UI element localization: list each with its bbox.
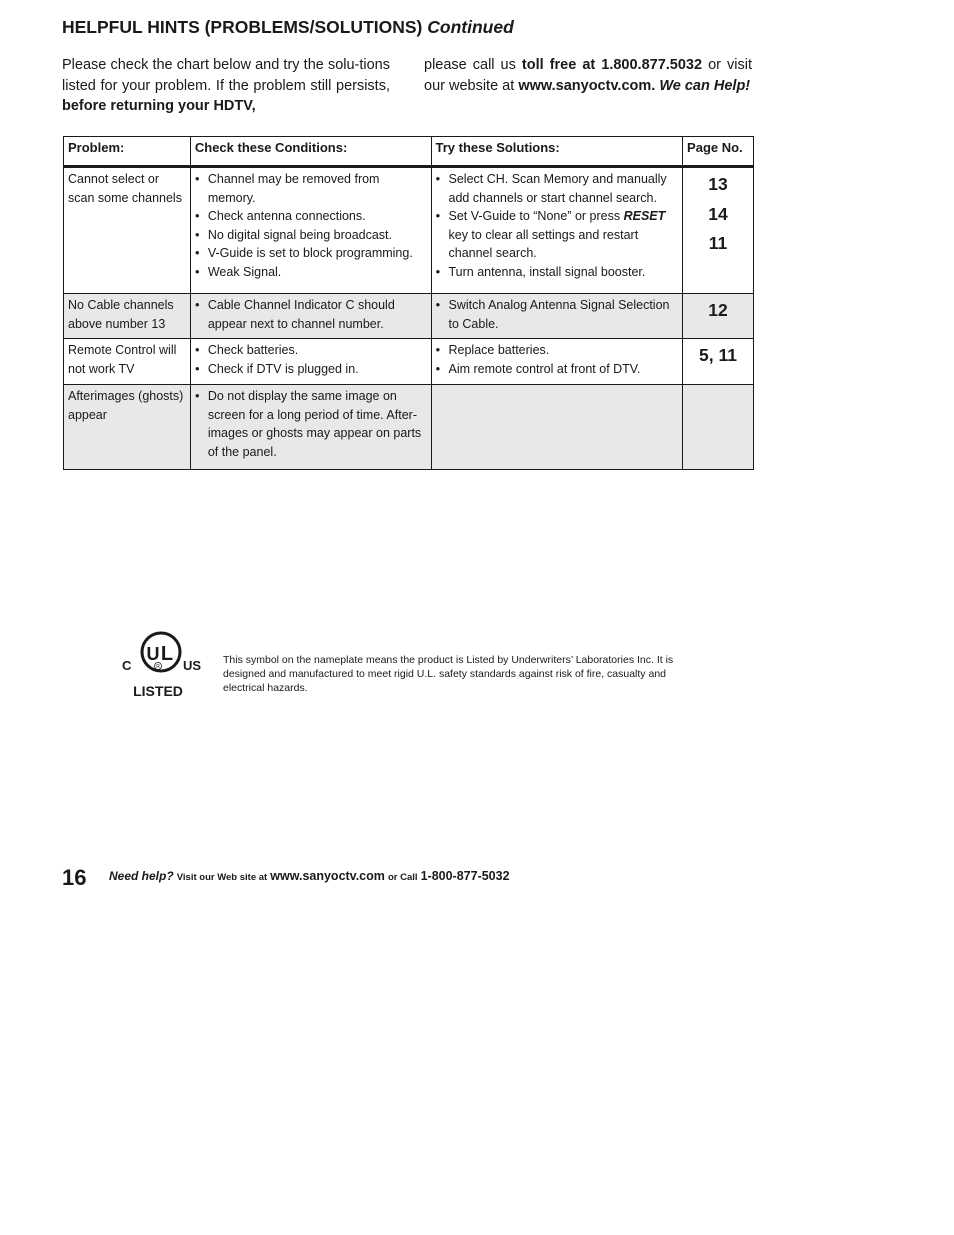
intro-left-plain: Please check the chart below and try the solu-tions listed for your problem. If the problem still persists, <box>62 57 390 94</box>
footer-or-call: or Call <box>387 872 418 883</box>
page-number: 16 <box>62 865 87 890</box>
list-item: ● Aim remote control at front of DTV. <box>436 360 679 379</box>
row-problem: Afterimages (ghosts) appear <box>64 385 191 470</box>
row-pages <box>683 339 754 385</box>
row-problem: No Cable channels above number 13 <box>64 294 191 339</box>
intro-text <box>62 55 752 117</box>
list-item: ● Cable Channel Indicator C should appear next to channel number. <box>195 296 427 333</box>
row-pages <box>683 294 754 339</box>
row-conditions <box>190 294 431 339</box>
table-header-row <box>64 137 754 167</box>
ul-logo-us: US <box>183 658 202 673</box>
page-ref: 14 <box>708 203 728 224</box>
ul-listed-logo-icon <box>120 630 204 700</box>
page-ref: 5, 11 <box>699 345 737 365</box>
list-item: ● Replace batteries. <box>436 341 679 360</box>
page-ref: 13 <box>708 174 728 194</box>
table-row <box>64 167 754 294</box>
hints-table <box>63 136 754 470</box>
list-item: ● Channel may be removed from memory. <box>195 170 427 207</box>
intro-we-can-help: We can Help! <box>659 77 751 94</box>
table-row <box>64 339 754 385</box>
table-row <box>64 294 754 339</box>
page-ref: 12 <box>708 300 728 320</box>
footer-help-line <box>109 869 510 883</box>
row-conditions <box>190 167 431 294</box>
ul-logo-listed: LISTED <box>133 683 183 699</box>
heading-main: HELPFUL HINTS (PROBLEMS/SOLUTIONS) <box>62 17 423 37</box>
solution-text: Set V-Guide to “None” or press <box>448 209 621 223</box>
footer-phone: 1-800-877-5032 <box>420 869 510 883</box>
footer-visit: Visit our Web site at <box>176 872 268 883</box>
row-pages <box>683 167 754 294</box>
ul-logo-c: C <box>122 658 132 673</box>
solution-text: key to clear all settings and restart channel search. <box>448 227 639 260</box>
list-item <box>436 207 679 263</box>
row-problem: Remote Control will not work TV <box>64 339 191 385</box>
list-item: ● Check batteries. <box>195 341 427 360</box>
reset-key-label: RESET <box>623 209 666 223</box>
row-conditions <box>190 385 431 470</box>
intro-phone: toll free at 1.800.877.5032 <box>521 57 703 73</box>
intro-left-bold: before returning your HDTV, <box>62 98 256 114</box>
list-item: ● No digital signal being broadcast. <box>195 226 427 245</box>
intro-right <box>424 55 752 117</box>
ul-logo-registered: R <box>156 664 160 670</box>
row-conditions <box>190 339 431 385</box>
intro-website: www.sanyoctv.com. <box>518 77 656 94</box>
row-problem: Cannot select or scan some channels <box>64 167 191 294</box>
footer-need-help: Need help? <box>109 869 174 883</box>
ul-logo-u: U <box>146 644 160 664</box>
list-item: ● Do not display the same image on screen for a long period of time. After-images or ghosts may appear on parts of the panel. <box>195 387 427 461</box>
list-item: ● V-Guide is set to block programming. <box>195 244 427 263</box>
row-solutions <box>431 167 683 294</box>
ul-logo-l: L <box>160 643 174 665</box>
header-page: Page No. <box>683 137 754 167</box>
list-item: ● Switch Analog Antenna Signal Selection to Cable. <box>436 296 679 333</box>
page-heading <box>62 17 514 38</box>
table-row <box>64 385 754 470</box>
row-solutions <box>431 385 683 470</box>
intro-right-plain-2: or visit our website at <box>424 57 753 94</box>
ul-description: This symbol on the nameplate means the product is Listed by Underwriters’ Laboratories Inc. It is designed and manufactured to meet rigid U.L. safety standards against risk of fire, casualty and electrical hazards. <box>223 654 674 694</box>
page-ref: 11 <box>708 233 728 253</box>
header-problem: Problem: <box>64 137 191 167</box>
list-item: ● Select CH. Scan Memory and manually add channels or start channel search. <box>436 170 679 207</box>
intro-right-plain-1: please call us <box>424 57 516 73</box>
list-item: ● Check antenna connections. <box>195 207 427 226</box>
list-item: ● Check if DTV is plugged in. <box>195 360 427 379</box>
row-solutions <box>431 294 683 339</box>
list-item: ● Turn antenna, install signal booster. <box>436 263 679 282</box>
list-item: ● Weak Signal. <box>195 263 427 282</box>
heading-continued: Continued <box>427 17 514 37</box>
footer-website-link[interactable]: www.sanyoctv.com <box>270 869 385 883</box>
header-conditions: Check these Conditions: <box>190 137 431 167</box>
row-solutions <box>431 339 683 385</box>
header-solutions: Try these Solutions: <box>431 137 683 167</box>
intro-left <box>62 55 390 117</box>
row-pages <box>683 385 754 470</box>
